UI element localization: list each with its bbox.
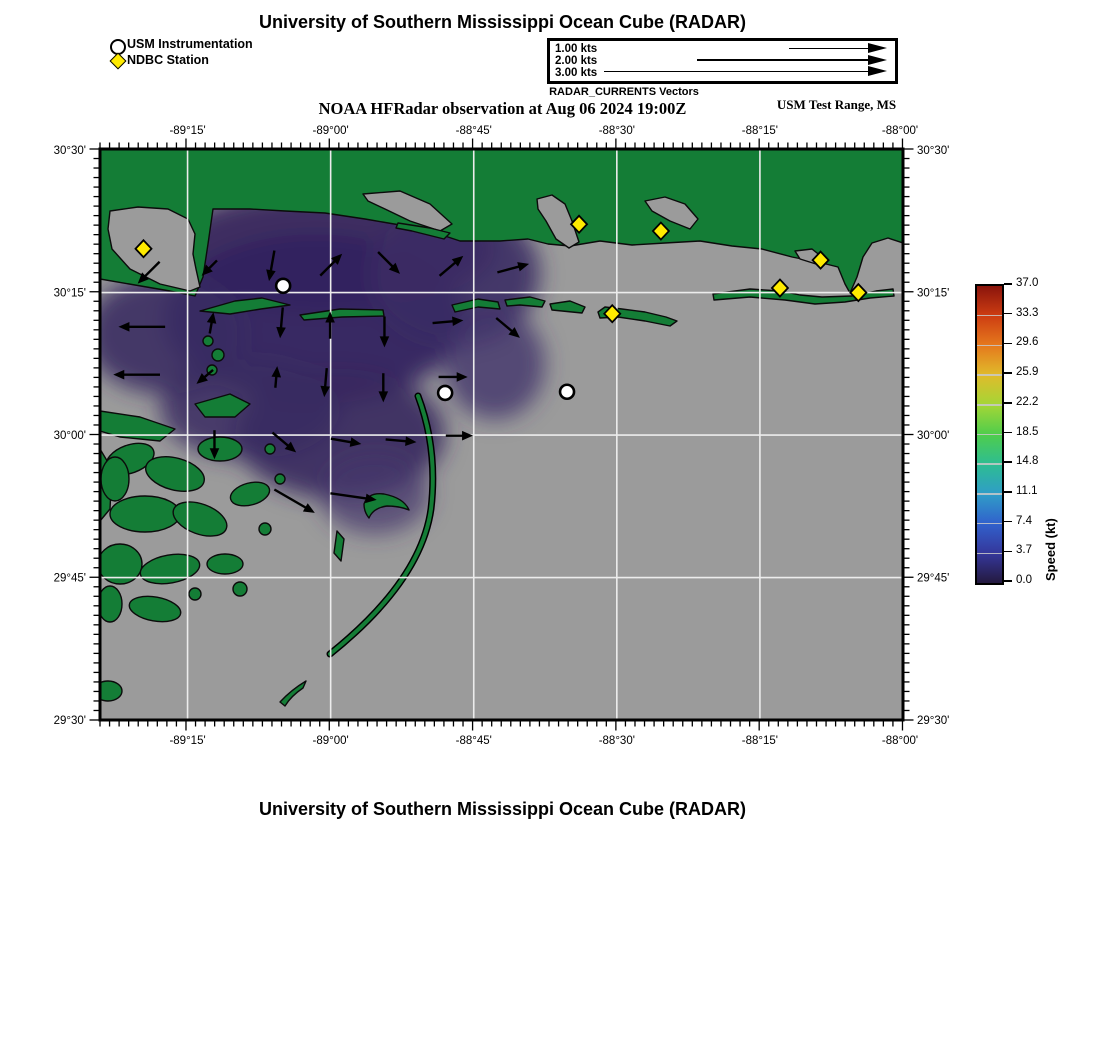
map-plot — [30, 100, 970, 800]
colorbar-tick-label: 29.6 — [1016, 336, 1039, 349]
svg-text:-89°00': -89°00' — [312, 125, 349, 137]
colorbar-tick-label: 3.7 — [1016, 544, 1032, 557]
legend-usm-label: USM Instrumentation — [127, 37, 253, 51]
svg-text:29°30': 29°30' — [917, 715, 950, 727]
legend-ndbc-label: NDBC Station — [127, 53, 209, 67]
test-range-label: USM Test Range, MS — [776, 97, 897, 112]
scale-2kt-label: 2.00 kts — [555, 55, 598, 67]
colorbar-tick-label: 18.5 — [1016, 425, 1039, 438]
scale-3kt-label: 3.00 kts — [555, 67, 598, 79]
scale-arrow — [697, 55, 887, 66]
svg-text:30°30': 30°30' — [917, 145, 950, 158]
svg-text:-88°15': -88°15' — [741, 125, 779, 137]
vector-scale-caption: RADAR_CURRENTS Vectors — [549, 86, 699, 98]
svg-text:-88°00': -88°00' — [881, 125, 919, 137]
svg-text:-88°30': -88°30' — [598, 125, 635, 137]
usm-instrumentation-marker — [438, 386, 452, 400]
svg-text:29°45': 29°45' — [917, 572, 950, 585]
colorbar-tick-label: 0.0 — [1016, 574, 1032, 586]
colorbar-title: Speed (kt) — [1043, 518, 1058, 581]
svg-text:29°30': 29°30' — [53, 715, 86, 727]
ndbc-station-icon — [110, 53, 127, 70]
scale-1kt-label: 1.00 kts — [555, 43, 598, 55]
scale-arrow — [604, 66, 887, 77]
colorbar-tick-label: 7.4 — [1016, 514, 1032, 527]
usm-instrumentation-marker — [560, 385, 574, 399]
svg-text:30°15': 30°15' — [917, 287, 950, 300]
colorbar-tick-label: 33.3 — [1016, 306, 1039, 319]
svg-text:-88°00': -88°00' — [881, 735, 919, 747]
usm-instrumentation-marker — [276, 279, 290, 293]
svg-text:-89°00': -89°00' — [312, 735, 349, 747]
svg-text:30°30': 30°30' — [53, 145, 86, 158]
bottom-title: University of Southern Mississippi Ocean Cube (RADAR) — [258, 799, 747, 819]
svg-text:30°15': 30°15' — [53, 287, 86, 300]
svg-text:-88°45': -88°45' — [455, 125, 492, 137]
vector-scale-box — [547, 38, 898, 84]
observation-title: NOAA HFRadar observation at Aug 06 2024 19:00Z — [318, 99, 687, 118]
svg-text:29°45': 29°45' — [53, 572, 86, 585]
colorbar — [975, 284, 1004, 585]
svg-text:-89°15': -89°15' — [169, 125, 206, 137]
svg-text:-88°15': -88°15' — [741, 735, 779, 747]
svg-text:30°00': 30°00' — [53, 430, 86, 443]
colorbar-tick-label: 14.8 — [1016, 455, 1039, 468]
colorbar-tick-label: 11.1 — [1016, 484, 1038, 497]
scale-arrow — [789, 43, 887, 54]
colorbar-tick-label: 25.9 — [1016, 366, 1039, 379]
colorbar-tick-label: 37.0 — [1016, 277, 1039, 289]
svg-text:-88°45': -88°45' — [455, 735, 492, 747]
colorbar-tick-label: 22.2 — [1016, 395, 1039, 408]
svg-text:30°00': 30°00' — [917, 430, 950, 443]
svg-text:-89°15': -89°15' — [169, 735, 206, 747]
page-title: University of Southern Mississippi Ocean Cube (RADAR) — [258, 12, 747, 32]
svg-text:-88°30': -88°30' — [598, 735, 635, 747]
